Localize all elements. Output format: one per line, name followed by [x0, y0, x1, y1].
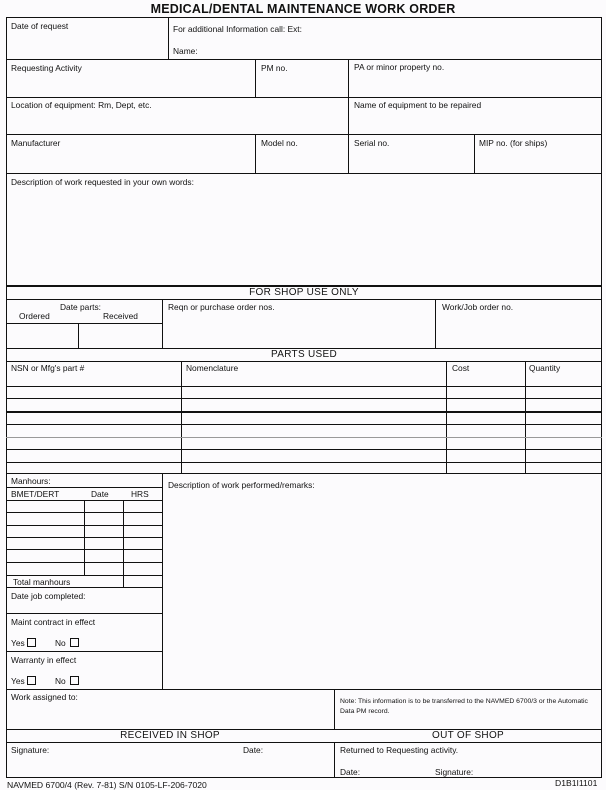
pm-no-field[interactable]: [257, 74, 347, 96]
received-signature-field[interactable]: [60, 744, 240, 776]
out-signature-label: Signature:: [435, 767, 474, 777]
manhours-table-rows[interactable]: [8, 501, 161, 574]
no-label: No: [55, 676, 66, 686]
work-job-field[interactable]: [437, 313, 600, 347]
pm-no-label: PM no.: [261, 63, 288, 73]
border-top: [6, 17, 602, 18]
name-field[interactable]: [200, 44, 600, 58]
date-parts-label: Date parts:: [60, 302, 101, 312]
mip-no-field[interactable]: [476, 149, 600, 172]
requesting-activity-field[interactable]: [8, 74, 253, 96]
equipment-name-field[interactable]: [350, 111, 600, 134]
parts-col-nomenclature: Nomenclature: [186, 363, 239, 373]
shop-use-header: FOR SHOP USE ONLY: [249, 287, 359, 298]
divider: [474, 134, 475, 173]
divider: [6, 487, 163, 488]
divider: [6, 651, 163, 652]
checkbox-icon[interactable]: [70, 676, 79, 685]
out-date-field[interactable]: [362, 765, 430, 777]
divider: [78, 323, 79, 348]
reqn-field[interactable]: [164, 313, 434, 347]
form-title: MEDICAL/DENTAL MAINTENANCE WORK ORDER: [150, 2, 456, 16]
returned-label: Returned to Requesting activity.: [340, 745, 459, 755]
model-no-label: Model no.: [261, 138, 298, 148]
total-manhours-field[interactable]: [125, 576, 161, 586]
parts-used-table-rows[interactable]: [8, 374, 600, 472]
date-of-request-field[interactable]: [8, 32, 166, 58]
mip-no-label: MIP no. (for ships): [479, 138, 548, 148]
manhours-col-date: Date: [91, 489, 109, 499]
date-completed-label: Date job completed:: [11, 591, 86, 601]
checkbox-icon[interactable]: [70, 638, 79, 647]
yes-label: Yes: [11, 638, 25, 648]
manufacturer-field[interactable]: [8, 149, 253, 172]
divider: [6, 587, 163, 588]
location-field[interactable]: [8, 111, 346, 134]
maint-contract-yes[interactable]: [11, 638, 36, 648]
warranty-yes[interactable]: [11, 676, 36, 686]
model-no-field[interactable]: [257, 149, 347, 172]
divider: [348, 134, 349, 173]
divider: [435, 299, 436, 348]
date-of-request-label: Date of request: [11, 21, 69, 31]
equipment-name-label: Name of equipment to be repaired: [354, 100, 482, 110]
received-signature-label: Signature:: [11, 745, 50, 755]
manhours-label: Manhours:: [11, 476, 51, 486]
date-completed-field[interactable]: [8, 601, 161, 613]
divider: [334, 689, 335, 729]
total-manhours-label: Total manhours: [13, 577, 71, 587]
border-bottom: [6, 777, 602, 778]
divider: [168, 17, 169, 59]
received-in-shop-header: RECEIVED IN SHOP: [120, 730, 220, 741]
divider: [6, 59, 602, 60]
divider: [6, 473, 602, 474]
received-label: Received: [103, 311, 138, 321]
warranty-label: Warranty in effect: [11, 655, 77, 665]
divider: [255, 134, 256, 173]
work-assigned-label: Work assigned to:: [11, 692, 78, 702]
checkbox-icon[interactable]: [27, 638, 36, 647]
divider: [6, 613, 163, 614]
divider: [6, 299, 602, 300]
yes-label: Yes: [11, 676, 25, 686]
manhours-col-hrs: HRS: [131, 489, 149, 499]
parts-col-quantity: Quantity: [529, 363, 561, 373]
description-performed-field[interactable]: [164, 492, 600, 688]
name-label: Name:: [173, 46, 198, 56]
manhours-col-bmet: BMET/DERT: [11, 489, 60, 499]
parts-col-nsn: NSN or Mfg's part #: [11, 363, 85, 373]
requesting-activity-label: Requesting Activity: [11, 63, 82, 73]
serial-no-label: Serial no.: [354, 138, 390, 148]
out-signature-field[interactable]: [478, 765, 600, 777]
parts-used-header: PARTS USED: [271, 349, 337, 360]
manufacturer-label: Manufacturer: [11, 138, 61, 148]
work-job-label: Work/Job order no.: [442, 302, 514, 312]
out-date-label: Date:: [340, 767, 361, 777]
form-code: D1B1I1101: [555, 778, 598, 788]
divider: [6, 742, 602, 743]
work-assigned-field[interactable]: [8, 703, 333, 728]
divider: [6, 323, 163, 324]
pa-no-field[interactable]: [350, 74, 600, 96]
warranty-no[interactable]: [55, 676, 79, 686]
location-label: Location of equipment: Rm, Dept, etc.: [11, 100, 152, 110]
date-received-field[interactable]: [80, 325, 161, 347]
divider: [334, 742, 335, 778]
parts-col-cost: Cost: [452, 363, 470, 373]
out-of-shop-header: OUT OF SHOP: [431, 730, 504, 741]
description-requested-label: Description of work requested in your own words:: [11, 177, 194, 187]
divider: [162, 473, 163, 689]
divider: [6, 134, 602, 135]
divider: [6, 97, 602, 98]
transfer-note: Note: This information is to be transferred to the NAVMED 6700/3 or the Automatic Data PM record.: [340, 698, 588, 715]
divider: [6, 361, 602, 362]
description-requested-field[interactable]: [8, 189, 600, 285]
divider: [6, 689, 602, 690]
date-ordered-field[interactable]: [8, 325, 77, 347]
ordered-label: Ordered: [19, 311, 50, 321]
maint-contract-no[interactable]: [55, 638, 79, 648]
checkbox-icon[interactable]: [27, 676, 36, 685]
description-performed-label: Description of work performed/remarks:: [168, 480, 315, 490]
maint-contract-label: Maint contract in effect: [11, 617, 96, 627]
additional-info-label: For additional Information call: Ext:: [173, 24, 302, 34]
received-date-label: Date:: [243, 745, 264, 755]
divider: [255, 59, 256, 97]
received-date-field[interactable]: [270, 744, 332, 776]
form-id: NAVMED 6700/4 (Rev. 7-81) S/N 0105-LF-206-7020: [7, 780, 207, 790]
reqn-label: Reqn or purchase order nos.: [168, 302, 275, 312]
divider: [6, 173, 602, 174]
serial-no-field[interactable]: [350, 149, 473, 172]
pa-no-label: PA or minor property no.: [354, 62, 445, 72]
no-label: No: [55, 638, 66, 648]
